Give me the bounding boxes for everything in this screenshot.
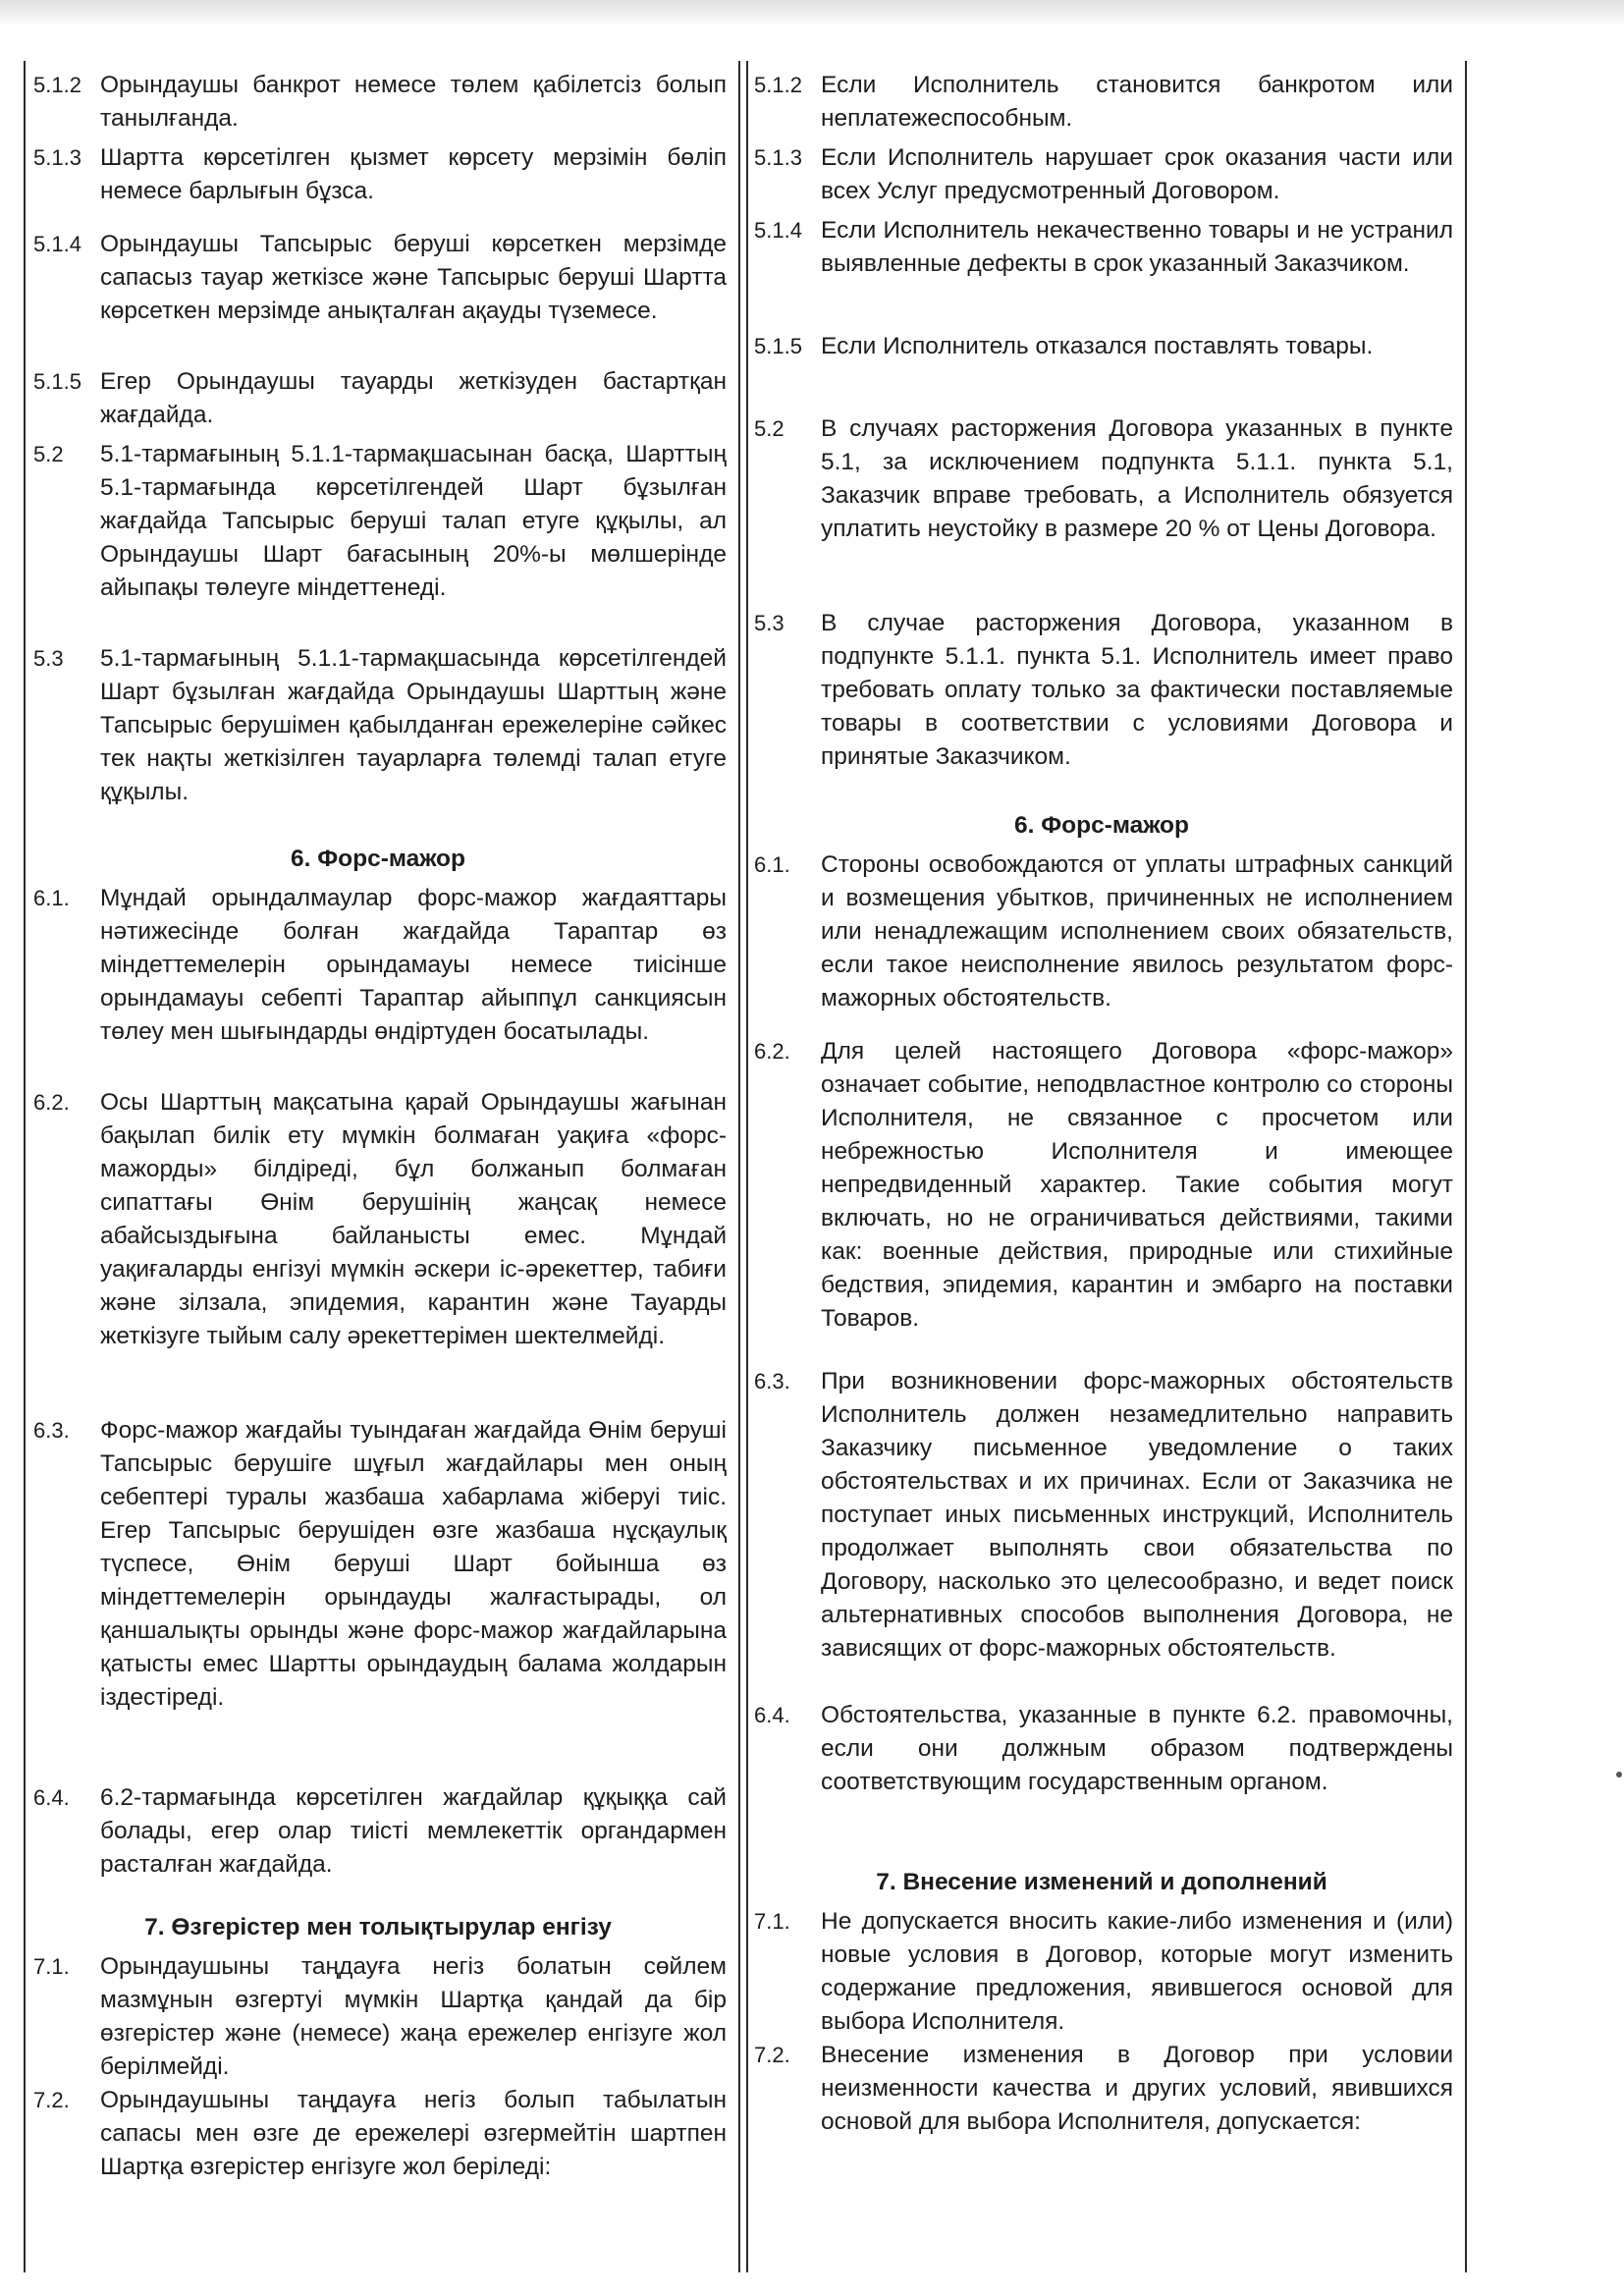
clause-item bbox=[750, 1035, 1453, 1336]
clause-text: Егер Орындаушы тауарды жеткізуден бастартқан жағдайда. bbox=[100, 368, 727, 428]
section-heading: 6. Форс-мажор bbox=[1014, 812, 1189, 839]
clause-item bbox=[29, 1086, 727, 1353]
clause-number: 6.4. bbox=[33, 1785, 70, 1810]
clause-text: Если Исполнитель становится банкротом или неплатежеспособным. bbox=[821, 72, 1453, 132]
clause-number: 6.1. bbox=[754, 852, 790, 877]
clause-item bbox=[750, 214, 1453, 281]
section-heading: 7. Внесение изменений и дополнений bbox=[876, 1869, 1327, 1895]
clause-item bbox=[750, 412, 1453, 546]
clause-item bbox=[29, 228, 727, 328]
clause-text: Обстоятельства, указанные в пункте 6.2. правомочны, если они должным образом подтверждены соответствующим государственным органом. bbox=[821, 1702, 1453, 1795]
clause-number: 7.1. bbox=[33, 1954, 70, 1979]
clause-text: При возникновении форс-мажорных обстоятельств Исполнитель должен незамедлительно направить Заказчику письменное уведомление о таких обстоятельствах и их причинах. Если от Заказчика не поступает иных письменных инструкций, Исполнитель продолжает выполнять свои обязательства по Договору, насколько это целесообразно, и ведет поиск альтернативных способов выполнения Договора, не зависящих от форс-мажорных обстоятельств. bbox=[821, 1368, 1453, 1662]
clause-text: 6.2-тармағында көрсетілген жағдайлар құқыққа сай болады, егер олар тиісті мемлекеттік органдармен расталған жағдайда. bbox=[100, 1784, 727, 1878]
clause-number: 5.1.3 bbox=[754, 145, 802, 170]
clause-item bbox=[750, 607, 1453, 774]
clause-item bbox=[750, 1905, 1453, 2039]
clause-item bbox=[29, 438, 727, 605]
clause-item bbox=[750, 848, 1453, 1015]
clause-item bbox=[750, 69, 1453, 136]
clause-text: Орындаушы банкрот немесе төлем қабілетсіз болып танылғанда. bbox=[100, 72, 727, 132]
clause-text: 5.1-тармағының 5.1.1-тармақшасынан басқа, Шарттың 5.1-тармағында көрсетілгендей Шарт бұзылған жағдайда Тапсырыс беруші талап етуге құқылы, ал Орындаушы Шарт бағасының 20%-ы мөлшерінде айыпақы төлеуге міндеттенеді. bbox=[100, 441, 727, 601]
clause-item bbox=[750, 330, 1453, 363]
russian-column bbox=[750, 69, 1453, 2139]
clause-item bbox=[29, 882, 727, 1049]
clause-item bbox=[750, 141, 1453, 208]
clause-text: Если Исполнитель нарушает срок оказания части или всех Услуг предусмотренный Договором. bbox=[821, 144, 1453, 204]
clause-text: Шартта көрсетілген қызмет көрсету мерзімін бөліп немесе барлығын бұзса. bbox=[100, 144, 727, 204]
clause-number: 6.3. bbox=[754, 1369, 790, 1394]
section-heading: 7. Өзгерістер мен толықтырулар енгізу bbox=[144, 1914, 612, 1941]
clause-item bbox=[29, 141, 727, 208]
clause-number: 5.1.3 bbox=[33, 145, 81, 170]
clause-text: В случае расторжения Договора, указанном в подпункте 5.1.1. пункта 5.1. Исполнитель имеет право требовать оплату только за фактически поставляемые товары в соответствии с условиями Договора и принятые Заказчиком. bbox=[821, 610, 1453, 770]
clause-number: 6.2. bbox=[754, 1039, 790, 1064]
clause-text: 5.1-тармағының 5.1.1-тармақшасында көрсетілгендей Шарт бұзылған жағдайда Орындаушы Шарттың және Тапсырыс берушімен қабылданған ережелеріне сәйкес тек нақты жеткізілген тауарларға төлемді талап етуге құқылы. bbox=[100, 645, 727, 805]
clause-text: Для целей настоящего Договора «форс-мажор» означает событие, неподвластное контролю со стороны Исполнителя, не связанное с просчетом или небрежностью Исполнителя и имеющее непредвиденный характер. Такие события могут включать, но не ограничиваться действиями, такими как: военные действия, природные или стихийные бедствия, эпидемия, карантин и эмбарго на поставки Товаров. bbox=[821, 1038, 1453, 1332]
clause-text: Орындаушыны таңдауға негіз болатын сөйлем мазмұнын өзгертуі мүмкін Шартқа қандай да бір өзгерістер және (немесе) жаңа ережелер енгізуге жол берілмейді. bbox=[100, 1953, 727, 2080]
table-divider-center-b bbox=[746, 61, 748, 2272]
clause-number: 5.1.2 bbox=[754, 73, 802, 97]
clause-number: 5.1.4 bbox=[33, 232, 81, 256]
clause-text: Если Исполнитель некачественно товары и не устранил выявленные дефекты в срок указанный Заказчиком. bbox=[821, 217, 1453, 277]
clause-text: Мұндай орындалмаулар форс-мажор жағдаяттары нәтижесінде болған жағдайда Тараптар өз міндеттемелерін орындамауы немесе тиісінше орындамауы себепті Тараптар айыппұл санкциясын төлеу мен шығындарды өндіртуден босатылады. bbox=[100, 885, 727, 1045]
clause-number: 7.2. bbox=[754, 2043, 790, 2067]
clause-item bbox=[29, 69, 727, 136]
clause-item bbox=[29, 365, 727, 432]
clause-text: Осы Шарттың мақсатына қарай Орындаушы жағынан бақылап билік ету мүмкін болмаған уақиға «форс-мажорды» білдіреді, бұл болжанып болмаған сипаттағы Өнім берушінің жаңсақ немесе абайсыздығына байланысты емес. Мұндай уақиғаларды енгізуі мүмкін әскери іс-әрекеттер, табиғи және зілзала, эпидемия, карантин және Тауарды жеткізуге тыйым салу әрекеттерімен шектелмейді. bbox=[100, 1089, 727, 1349]
table-border-left bbox=[24, 61, 26, 2272]
clause-text: Если Исполнитель отказался поставлять товары. bbox=[821, 333, 1374, 359]
clause-text: Форс-мажор жағдайы туындаған жағдайда Өнім беруші Тапсырыс берушіге шұғыл жағдайлары мен оның себептері туралы жазбаша хабарлама жіберуі тиіс. Егер Тапсырыс берушіден өзге жазбаша нұсқаулық түспесе, Өнім беруші Шарт бойынша өз міндеттемелерін орындауды жалғастырады, ол қаншалықты орынды және форс-мажор жағдайларына қатысты емес Шартты орындаудың балама жолдарын іздестіреді. bbox=[100, 1417, 727, 1711]
clause-number: 5.1.2 bbox=[33, 73, 81, 97]
clause-item bbox=[29, 642, 727, 809]
clause-text: Внесение изменения в Договор при условии неизменности качества и других условий, явившихся основой для выбора Исполнителя, допускается: bbox=[821, 2042, 1453, 2135]
clause-number: 5.2 bbox=[754, 416, 785, 441]
section-heading: 6. Форс-мажор bbox=[291, 846, 465, 872]
clause-item bbox=[750, 1699, 1453, 1799]
clause-number: 6.4. bbox=[754, 1703, 790, 1727]
clause-number: 7.1. bbox=[754, 1909, 790, 1934]
clause-item bbox=[29, 1414, 727, 1715]
table-border-right bbox=[1465, 61, 1467, 2272]
clause-item bbox=[750, 1365, 1453, 1666]
clause-number: 5.3 bbox=[33, 646, 64, 671]
clause-text: Орындаушы Тапсырыс беруші көрсеткен мерзімде сапасыз тауар жеткізсе және Тапсырыс беруші Шартта көрсеткен мерзімде анықталған ақауды түземесе. bbox=[100, 231, 727, 324]
clause-number: 7.2. bbox=[33, 2088, 70, 2112]
clause-number: 5.1.4 bbox=[754, 218, 802, 243]
clause-number: 5.1.5 bbox=[754, 334, 802, 358]
kazakh-column bbox=[29, 69, 727, 2184]
clause-number: 5.2 bbox=[33, 442, 64, 466]
clause-text: Стороны освобождаются от уплаты штрафных санкций и возмещения убытков, причиненных не исполнением или ненадлежащим исполнением своих обязательств, если такое неисполнение явилось результатом форс-мажорных обстоятельств. bbox=[821, 851, 1453, 1011]
scan-top-shadow bbox=[0, 0, 1624, 26]
clause-number: 6.1. bbox=[33, 886, 70, 910]
clause-item bbox=[750, 2039, 1453, 2139]
scan-speck bbox=[1616, 1772, 1622, 1777]
clause-number: 6.2. bbox=[33, 1090, 70, 1115]
clause-number: 6.3. bbox=[33, 1418, 70, 1443]
clause-number: 5.1.5 bbox=[33, 369, 81, 394]
clause-text: В случаях расторжения Договора указанных в пункте 5.1, за исключением подпункта 5.1.1. пункта 5.1, Заказчик вправе требовать, а Исполнитель обязуется уплатить неустойку в размере 20 % от Цены Договора. bbox=[821, 415, 1453, 542]
clause-number: 5.3 bbox=[754, 611, 785, 635]
clause-text: Орындаушыны таңдауға негіз болып табылатын сапасы мен өзге де ережелері өзгермейтін шартпен Шартқа өзгерістер енгізуге жол беріледі: bbox=[100, 2087, 727, 2180]
clause-item bbox=[29, 2084, 727, 2184]
clause-text: Не допускается вносить какие-либо изменения и (или) новые условия в Договор, которые могут изменить содержание предложения, явившегося основой для выбора Исполнителя. bbox=[821, 1908, 1453, 2035]
clause-item bbox=[29, 1781, 727, 1882]
clause-item bbox=[29, 1950, 727, 2084]
table-divider-center-a bbox=[738, 61, 740, 2272]
